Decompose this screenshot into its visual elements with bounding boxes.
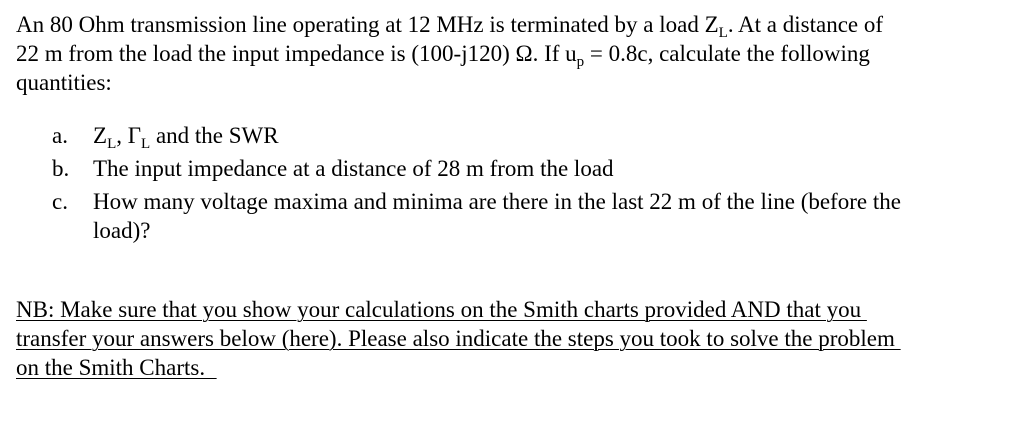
load-subscript: L xyxy=(718,25,728,41)
note-line-2: transfer your answers below (here). Please also indicate the steps you took to solve the problem xyxy=(16,326,901,351)
note-line-3: on the Smith Charts. xyxy=(16,355,217,380)
instructions-note xyxy=(16,295,1006,382)
problem-statement xyxy=(16,10,1006,382)
part-marker: b. xyxy=(52,156,70,181)
phase-velocity-subscript: p xyxy=(576,54,585,70)
question-parts-list xyxy=(16,121,1006,245)
intro-paragraph xyxy=(16,10,1006,97)
question-part-b: b. The input impedance at a distance of 28 m from the load xyxy=(52,156,614,181)
note-line-1: NB: Make sure that you show your calculations on the Smith charts provided AND that you xyxy=(16,297,867,322)
part-marker: c. xyxy=(52,189,68,214)
question-part-a: a. $Z_L$, $\Gamma_L$ and the SWR xyxy=(52,123,279,152)
question-part-c: c. How many voltage maxima and minima are there in the last 22 m of the line (before the load)? xyxy=(52,189,901,243)
intro-line-2: 22 m from the load the input impedance is (100-j120) Ω. If $u_p = 0.8c$, calculate the following xyxy=(16,41,870,70)
intro-line-3: quantities: xyxy=(16,70,112,95)
part-marker: a. xyxy=(52,123,68,148)
intro-line-1: An 80 Ohm transmission line operating at 12 MHz is terminated by a load $Z_L$. At a distance of xyxy=(16,12,884,41)
